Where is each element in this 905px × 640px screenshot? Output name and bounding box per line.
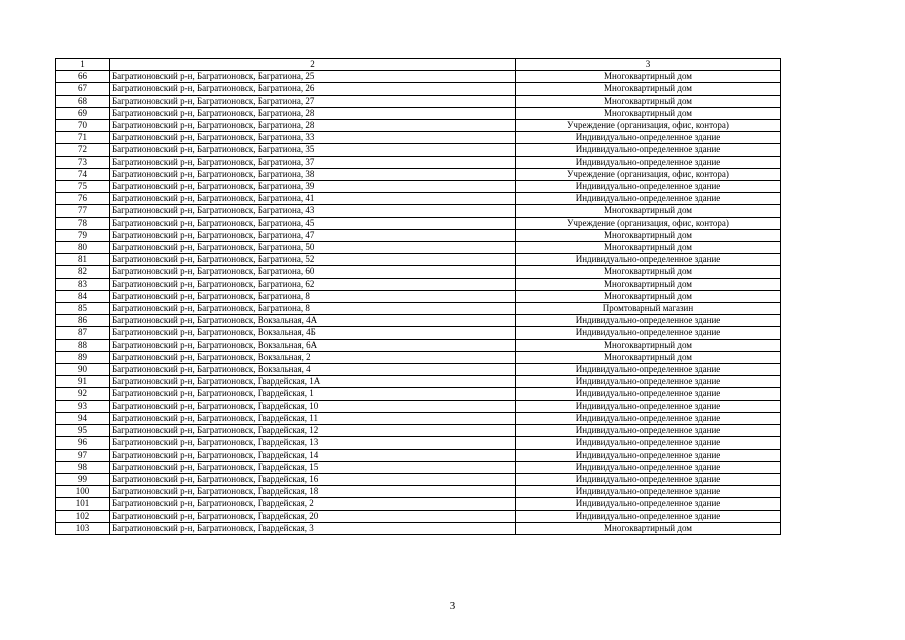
object-type-cell: Многоквартирный дом — [516, 339, 781, 351]
address-cell: Багратионовский р-н, Багратионовск, Вокзальная, 2 — [110, 351, 516, 363]
table-row — [56, 315, 781, 327]
address-cell: Багратионовский р-н, Багратионовск, Вокзальная, 4Б — [110, 327, 516, 339]
address-cell: Багратионовский р-н, Багратионовск, Багратиона, 38 — [110, 168, 516, 180]
object-type-cell: Многоквартирный дом — [516, 278, 781, 290]
row-number: 83 — [56, 278, 110, 290]
object-type-cell: Многоквартирный дом — [516, 290, 781, 302]
object-type-cell: Индивидуально-определенное здание — [516, 400, 781, 412]
address-cell: Багратионовский р-н, Багратионовск, Багратиона, 62 — [110, 278, 516, 290]
row-number: 103 — [56, 522, 110, 534]
address-cell: Багратионовский р-н, Багратионовск, Багратиона, 8 — [110, 290, 516, 302]
row-number: 94 — [56, 412, 110, 424]
table-row — [56, 132, 781, 144]
table-row — [56, 412, 781, 424]
address-cell: Багратионовский р-н, Багратионовск, Багратиона, 60 — [110, 266, 516, 278]
row-number: 75 — [56, 181, 110, 193]
object-type-cell: Промтоварный магазин — [516, 303, 781, 315]
object-type-cell: Индивидуально-определенное здание — [516, 327, 781, 339]
row-number: 88 — [56, 339, 110, 351]
object-type-cell: Индивидуально-определенное здание — [516, 376, 781, 388]
object-type-cell: Многоквартирный дом — [516, 351, 781, 363]
object-type-cell: Индивидуально-определенное здание — [516, 437, 781, 449]
address-cell: Багратионовский р-н, Багратионовск, Багратиона, 52 — [110, 254, 516, 266]
object-type-cell: Индивидуально-определенное здание — [516, 132, 781, 144]
object-type-cell: Индивидуально-определенное здание — [516, 412, 781, 424]
row-number: 90 — [56, 364, 110, 376]
table-row — [56, 266, 781, 278]
table-row — [56, 193, 781, 205]
row-number: 76 — [56, 193, 110, 205]
column-header-object-type: 3 — [516, 59, 781, 71]
table-row — [56, 144, 781, 156]
object-type-cell: Многоквартирный дом — [516, 83, 781, 95]
table-row — [56, 95, 781, 107]
table-body — [56, 59, 781, 535]
table-row — [56, 181, 781, 193]
table-row — [56, 522, 781, 534]
address-cell: Багратионовский р-н, Багратионовск, Багратиона, 41 — [110, 193, 516, 205]
row-number: 93 — [56, 400, 110, 412]
address-cell: Багратионовский р-н, Багратионовск, Гвардейская, 10 — [110, 400, 516, 412]
address-cell: Багратионовский р-н, Багратионовск, Багратиона, 25 — [110, 71, 516, 83]
row-number: 98 — [56, 461, 110, 473]
address-cell: Багратионовский р-н, Багратионовск, Багратиона, 45 — [110, 217, 516, 229]
table-row — [56, 486, 781, 498]
table-row — [56, 327, 781, 339]
row-number: 82 — [56, 266, 110, 278]
object-type-cell: Индивидуально-определенное здание — [516, 425, 781, 437]
object-type-cell: Индивидуально-определенное здание — [516, 388, 781, 400]
object-type-cell: Индивидуально-определенное здание — [516, 254, 781, 266]
object-type-cell: Индивидуально-определенное здание — [516, 449, 781, 461]
object-type-cell: Индивидуально-определенное здание — [516, 156, 781, 168]
row-number: 85 — [56, 303, 110, 315]
object-type-cell: Учреждение (организация, офис, контора) — [516, 168, 781, 180]
address-cell: Багратионовский р-н, Багратионовск, Гвардейская, 13 — [110, 437, 516, 449]
row-number: 71 — [56, 132, 110, 144]
page-number: 3 — [449, 600, 456, 612]
object-type-cell: Многоквартирный дом — [516, 522, 781, 534]
address-cell: Багратионовский р-н, Багратионовск, Гвардейская, 12 — [110, 425, 516, 437]
row-number: 87 — [56, 327, 110, 339]
table-row — [56, 473, 781, 485]
address-cell: Багратионовский р-н, Багратионовск, Вокзальная, 4А — [110, 315, 516, 327]
object-type-cell: Индивидуально-определенное здание — [516, 315, 781, 327]
address-cell: Багратионовский р-н, Багратионовск, Гвардейская, 14 — [110, 449, 516, 461]
table-row — [56, 156, 781, 168]
row-number: 73 — [56, 156, 110, 168]
address-cell: Багратионовский р-н, Багратионовск, Багратиона, 43 — [110, 205, 516, 217]
address-cell: Багратионовский р-н, Багратионовск, Гвардейская, 20 — [110, 510, 516, 522]
table-row — [56, 400, 781, 412]
column-header-number: 1 — [56, 59, 110, 71]
table-row — [56, 107, 781, 119]
row-number: 84 — [56, 290, 110, 302]
address-cell: Багратионовский р-н, Багратионовск, Гвардейская, 2 — [110, 498, 516, 510]
address-cell: Багратионовский р-н, Багратионовск, Гвардейская, 16 — [110, 473, 516, 485]
table-row — [56, 449, 781, 461]
address-cell: Багратионовский р-н, Багратионовск, Гвардейская, 3 — [110, 522, 516, 534]
address-cell: Багратионовский р-н, Багратионовск, Багратиона, 28 — [110, 120, 516, 132]
table-row — [56, 168, 781, 180]
row-number: 86 — [56, 315, 110, 327]
address-cell: Багратионовский р-н, Багратионовск, Гвардейская, 1 — [110, 388, 516, 400]
table-row — [56, 83, 781, 95]
table-row — [56, 278, 781, 290]
row-number: 91 — [56, 376, 110, 388]
table-row — [56, 71, 781, 83]
address-register-table — [55, 58, 781, 535]
object-type-cell: Многоквартирный дом — [516, 242, 781, 254]
object-type-cell: Многоквартирный дом — [516, 71, 781, 83]
address-cell: Багратионовский р-н, Багратионовск, Багратиона, 33 — [110, 132, 516, 144]
table-row — [56, 351, 781, 363]
table-row — [56, 229, 781, 241]
address-cell: Багратионовский р-н, Багратионовск, Багратиона, 26 — [110, 83, 516, 95]
object-type-cell: Учреждение (организация, офис, контора) — [516, 120, 781, 132]
address-cell: Багратионовский р-н, Багратионовск, Гвардейская, 11 — [110, 412, 516, 424]
address-cell: Багратионовский р-н, Багратионовск, Багратиона, 35 — [110, 144, 516, 156]
address-cell: Багратионовский р-н, Багратионовск, Багратиона, 37 — [110, 156, 516, 168]
column-header-address: 2 — [110, 59, 516, 71]
address-cell: Багратионовский р-н, Багратионовск, Гвардейская, 15 — [110, 461, 516, 473]
table-row — [56, 120, 781, 132]
table-row — [56, 364, 781, 376]
object-type-cell: Учреждение (организация, офис, контора) — [516, 217, 781, 229]
row-number: 100 — [56, 486, 110, 498]
address-cell: Багратионовский р-н, Багратионовск, Гвардейская, 18 — [110, 486, 516, 498]
address-cell: Багратионовский р-н, Багратионовск, Багратиона, 8 — [110, 303, 516, 315]
table-row — [56, 290, 781, 302]
row-number: 80 — [56, 242, 110, 254]
row-number: 89 — [56, 351, 110, 363]
table-row — [56, 510, 781, 522]
row-number: 77 — [56, 205, 110, 217]
row-number: 79 — [56, 229, 110, 241]
table-row — [56, 425, 781, 437]
table-row — [56, 461, 781, 473]
row-number: 78 — [56, 217, 110, 229]
table-row — [56, 339, 781, 351]
object-type-cell: Многоквартирный дом — [516, 95, 781, 107]
row-number: 69 — [56, 107, 110, 119]
row-number: 70 — [56, 120, 110, 132]
object-type-cell: Индивидуально-определенное здание — [516, 193, 781, 205]
row-number: 96 — [56, 437, 110, 449]
object-type-cell: Индивидуально-определенное здание — [516, 473, 781, 485]
address-cell: Багратионовский р-н, Багратионовск, Багратиона, 28 — [110, 107, 516, 119]
object-type-cell: Многоквартирный дом — [516, 107, 781, 119]
object-type-cell: Многоквартирный дом — [516, 229, 781, 241]
address-cell: Багратионовский р-н, Багратионовск, Багратиона, 50 — [110, 242, 516, 254]
table-row — [56, 498, 781, 510]
address-cell: Багратионовский р-н, Багратионовск, Багратиона, 39 — [110, 181, 516, 193]
object-type-cell: Многоквартирный дом — [516, 266, 781, 278]
object-type-cell: Индивидуально-определенное здание — [516, 510, 781, 522]
table-row — [56, 217, 781, 229]
table-row — [56, 303, 781, 315]
address-cell: Багратионовский р-н, Багратионовск, Гвардейская, 1А — [110, 376, 516, 388]
row-number: 72 — [56, 144, 110, 156]
row-number: 66 — [56, 71, 110, 83]
address-cell: Багратионовский р-н, Багратионовск, Багратиона, 47 — [110, 229, 516, 241]
row-number: 97 — [56, 449, 110, 461]
row-number: 101 — [56, 498, 110, 510]
address-cell: Багратионовский р-н, Багратионовск, Багратиона, 27 — [110, 95, 516, 107]
address-cell: Багратионовский р-н, Багратионовск, Вокзальная, 6А — [110, 339, 516, 351]
object-type-cell: Индивидуально-определенное здание — [516, 144, 781, 156]
row-number: 81 — [56, 254, 110, 266]
table-row — [56, 205, 781, 217]
row-number: 92 — [56, 388, 110, 400]
table-header-row — [56, 59, 781, 71]
table-row — [56, 437, 781, 449]
table-row — [56, 242, 781, 254]
object-type-cell: Индивидуально-определенное здание — [516, 364, 781, 376]
row-number: 67 — [56, 83, 110, 95]
object-type-cell: Индивидуально-определенное здание — [516, 461, 781, 473]
row-number: 68 — [56, 95, 110, 107]
object-type-cell: Индивидуально-определенное здание — [516, 486, 781, 498]
object-type-cell: Индивидуально-определенное здание — [516, 498, 781, 510]
table-row — [56, 388, 781, 400]
row-number: 95 — [56, 425, 110, 437]
row-number: 74 — [56, 168, 110, 180]
row-number: 99 — [56, 473, 110, 485]
address-cell: Багратионовский р-н, Багратионовск, Вокзальная, 4 — [110, 364, 516, 376]
object-type-cell: Индивидуально-определенное здание — [516, 181, 781, 193]
row-number: 102 — [56, 510, 110, 522]
object-type-cell: Многоквартирный дом — [516, 205, 781, 217]
table-row — [56, 254, 781, 266]
table-row — [56, 376, 781, 388]
